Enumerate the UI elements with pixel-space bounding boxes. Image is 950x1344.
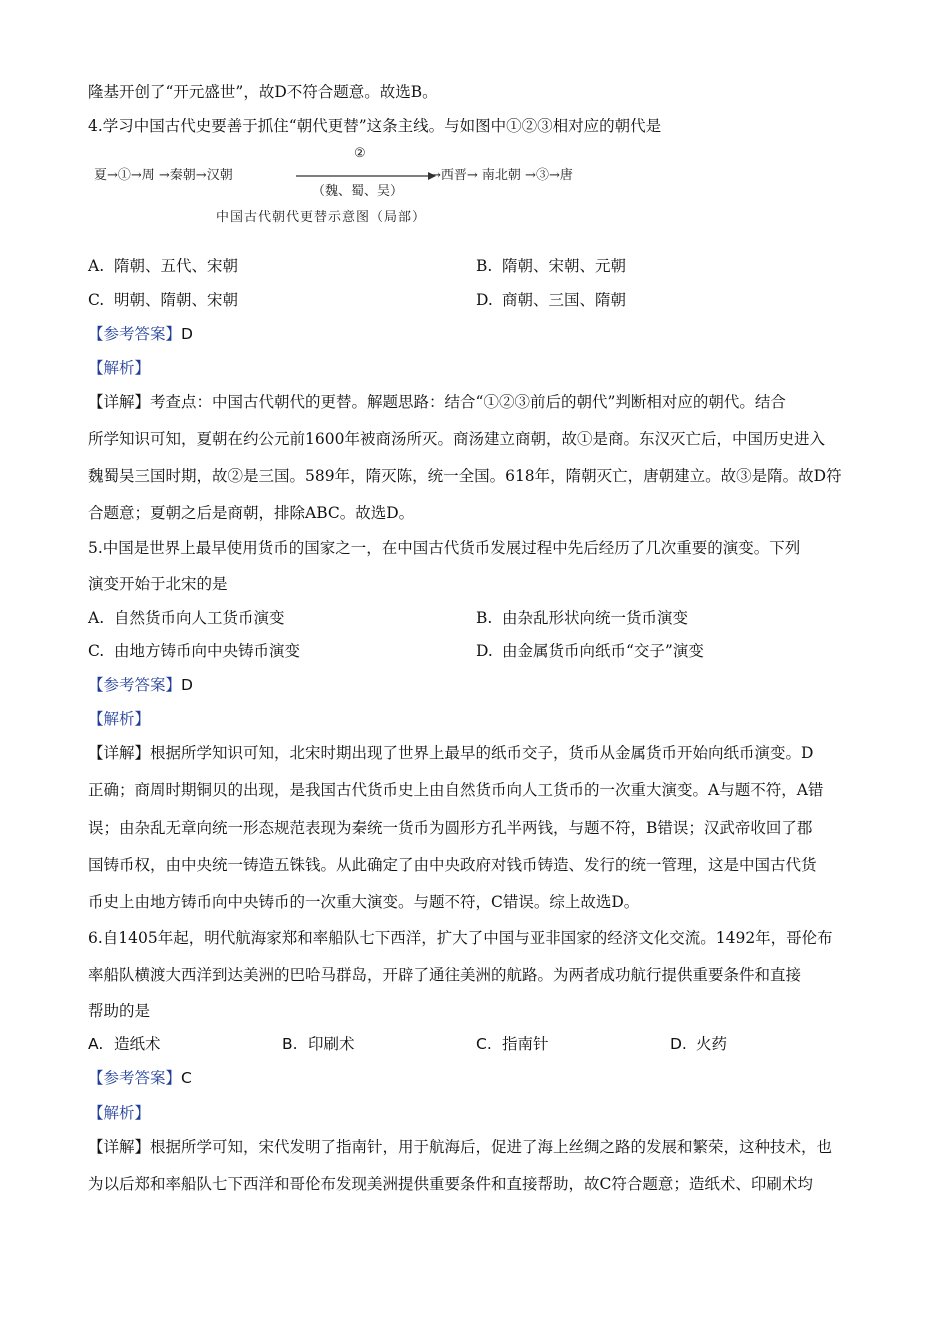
q6-detail-line-2: 为以后郑和率船队七下西洋和哥伦布发现美洲提供重要条件和直接帮助，故C符合题意；造纸术、印刷术均 — [88, 1175, 813, 1193]
carryover-line: 隆基开创了“开元盛世”，故D不符合题意。故选B。 — [88, 83, 438, 101]
q6-stem-line-1: 6.自1405年起，明代航海家郑和率船队七下西洋，扩大了中国与亚非国家的经济文化交流。1492年，哥伦布 — [88, 929, 833, 947]
option-letter: B. — [476, 257, 493, 275]
detail-text: 根据所学可知，宋代发明了指南针，用于航海后，促进了海上丝绸之路的发展和繁荣，这种技术，也 — [150, 1138, 833, 1156]
option-letter: D. — [476, 291, 493, 309]
q4-answer — [88, 324, 193, 344]
q5-detail-line-3: 误；由杂乱无章向统一形态规范表现为秦统一货币为圆形方孔半两钱，与题不符，B错误；汉武帝收回了郡 — [88, 819, 813, 837]
option-letter: A. — [88, 257, 105, 275]
option-text: 由金属货币向纸币“交子”演变 — [502, 642, 704, 660]
q5-analysis-label: 【解析】 — [88, 710, 151, 728]
option-text: 造纸术 — [114, 1035, 161, 1053]
q4-detail-line-4: 合题意；夏朝之后是商朝，排除ABC。故选D。 — [88, 504, 415, 522]
diagram-right-chain: →西晋→ 南北朝 →③→唐 — [430, 168, 573, 183]
q6-analysis-label: 【解析】 — [88, 1104, 151, 1122]
option-letter: B. — [282, 1035, 298, 1053]
diagram-note: （魏、蜀、吴） — [312, 184, 404, 199]
q4-option-a — [88, 256, 238, 276]
option-text: 明朝、隋朝、宋朝 — [114, 291, 239, 309]
q4-stem: 4.学习中国古代史要善于抓住“朝代更替”这条主线。与如图中①②③相对应的朝代是 — [88, 117, 662, 135]
q6-stem-line-3: 帮助的是 — [88, 1002, 151, 1020]
option-letter: D. — [476, 642, 493, 660]
q5-option-c — [88, 641, 300, 661]
option-letter: D. — [670, 1035, 687, 1053]
option-letter: C. — [476, 1035, 492, 1053]
option-text: 自然货币向人工货币演变 — [114, 609, 285, 627]
q4-analysis-label: 【解析】 — [88, 359, 151, 377]
option-text: 印刷术 — [308, 1035, 355, 1053]
q6-option-c — [476, 1034, 549, 1054]
q4-option-b — [476, 256, 626, 276]
detail-label: 【详解】 — [88, 744, 151, 762]
answer-value: C — [181, 1069, 192, 1087]
option-text: 商朝、三国、隋朝 — [502, 291, 627, 309]
q5-detail-line-2: 正确；商周时期铜贝的出现，是我国古代货币史上由自然货币向人工货币的一次重大演变。A与题不符，A错 — [88, 781, 824, 799]
q5-detail-line-1 — [88, 743, 813, 763]
dynasty-diagram — [88, 146, 648, 231]
q6-answer — [88, 1068, 192, 1088]
answer-label: 【参考答案】 — [88, 1069, 182, 1087]
q5-option-a — [88, 608, 285, 628]
option-text: 指南针 — [502, 1035, 549, 1053]
answer-value: D — [181, 676, 193, 694]
q6-stem-line-2: 率船队横渡大西洋到达美洲的巴哈马群岛，开辟了通往美洲的航路。为两者成功航行提供重要条件和直接 — [88, 966, 802, 984]
detail-label: 【详解】 — [88, 393, 151, 411]
option-text: 火药 — [696, 1035, 728, 1053]
q5-detail-line-4: 国铸币权，由中央统一铸造五铢钱。从此确定了由中央政府对钱币铸造、发行的统一管理，这是中国古代货 — [88, 856, 817, 874]
option-text: 隋朝、五代、宋朝 — [114, 257, 239, 275]
diagram-left-chain: 夏→①→周 →秦朝→汉朝 — [94, 168, 233, 183]
option-letter: C. — [88, 642, 105, 660]
q6-option-b — [282, 1034, 355, 1054]
diagram-circle-2: ② — [354, 146, 366, 161]
answer-value: D — [181, 325, 193, 343]
option-letter: C. — [88, 291, 105, 309]
q4-option-d — [476, 290, 626, 310]
q5-answer — [88, 675, 193, 695]
q4-detail-line-3: 魏蜀吴三国时期，故②是三国。589年，隋灭陈，统一全国。618年，隋朝灭亡，唐朝建立。故③是隋。故D符 — [88, 467, 842, 485]
answer-label: 【参考答案】 — [88, 676, 182, 694]
option-letter: B. — [476, 609, 493, 627]
option-letter: A. — [88, 1035, 104, 1053]
q4-detail-line-1 — [88, 392, 786, 412]
option-letter: A. — [88, 609, 105, 627]
diagram-arrow-line — [296, 172, 436, 180]
detail-text: 考查点：中国古代朝代的更替。解题思路：结合“①②③前后的朝代”判断相对应的朝代。结合 — [150, 393, 786, 411]
q5-detail-line-5: 币史上由地方铸币向中央铸币的一次重大演变。与题不符，C错误。综上故选D。 — [88, 893, 640, 911]
q6-detail-line-1 — [88, 1137, 832, 1157]
q4-detail-line-2: 所学知识可知，夏朝在约公元前1600年被商汤所灭。商汤建立商朝，故①是商。东汉灭亡后，中国历史进入 — [88, 430, 825, 448]
option-text: 隋朝、宋朝、元朝 — [502, 257, 627, 275]
q4-option-c — [88, 290, 238, 310]
diagram-caption: 中国古代朝代更替示意图（局部） — [216, 210, 427, 225]
q5-option-d — [476, 641, 704, 661]
q6-option-d — [670, 1034, 727, 1054]
detail-text: 根据所学知识可知，北宋时期出现了世界上最早的纸币交子，货币从金属货币开始向纸币演变。D — [150, 744, 814, 762]
option-text: 由杂乱形状向统一货币演变 — [502, 609, 689, 627]
q5-option-b — [476, 608, 688, 628]
q5-stem-line-1: 5.中国是世界上最早使用货币的国家之一，在中国古代货币发展过程中先后经历了几次重要的演变。下列 — [88, 539, 801, 557]
option-text: 由地方铸币向中央铸币演变 — [114, 642, 301, 660]
answer-label: 【参考答案】 — [88, 325, 182, 343]
detail-label: 【详解】 — [88, 1138, 151, 1156]
q5-stem-line-2: 演变开始于北宋的是 — [88, 575, 228, 593]
q6-option-a — [88, 1034, 161, 1054]
